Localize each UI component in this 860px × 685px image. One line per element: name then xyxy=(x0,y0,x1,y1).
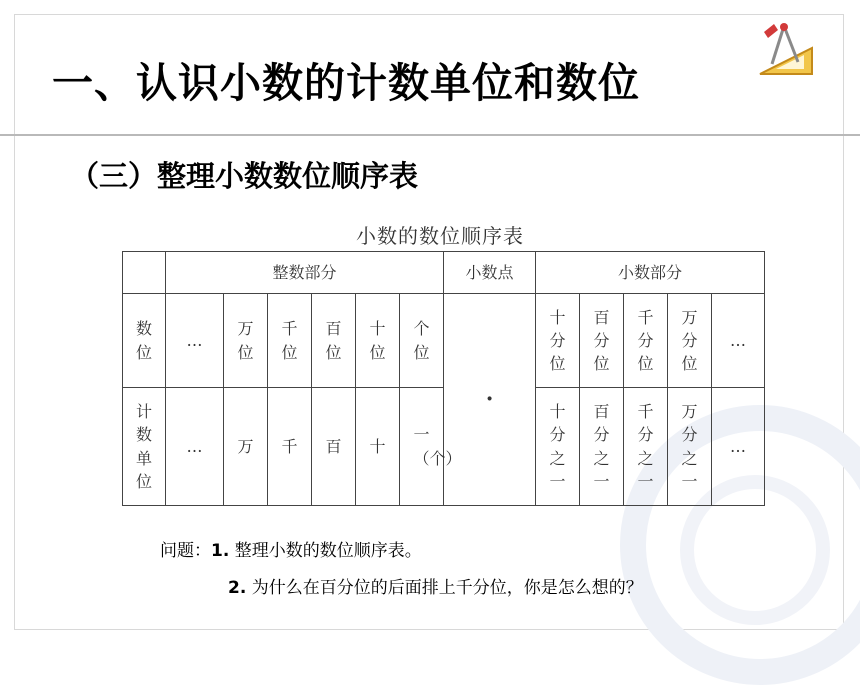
counting-unit-row xyxy=(123,388,765,506)
place-ge: 个位 xyxy=(400,294,444,388)
place-qian: 千位 xyxy=(268,294,312,388)
row-label-counting-unit: 计数单位 xyxy=(123,388,166,506)
decimal-point-header: 小数点 xyxy=(444,252,536,294)
table-header-row xyxy=(123,252,765,294)
question-2-number: 2. xyxy=(228,578,247,598)
unit-ten-thousandth: 万分之一 xyxy=(668,388,712,506)
row-label-digit-place: 数位 xyxy=(123,294,166,388)
unit-tenth: 十分之一 xyxy=(536,388,580,506)
place-bai: 百位 xyxy=(312,294,356,388)
unit-qian: 千 xyxy=(268,388,312,506)
unit-bai: 百 xyxy=(312,388,356,506)
integer-unit-ellipsis: … xyxy=(166,388,224,506)
integer-part-header: 整数部分 xyxy=(166,252,444,294)
unit-thousandth: 千分之一 xyxy=(624,388,668,506)
decimal-part-header: 小数部分 xyxy=(536,252,765,294)
integer-ellipsis: … xyxy=(166,294,224,388)
decimal-point-cell: · xyxy=(444,294,536,506)
question-1-text: 整理小数的数位顺序表。 xyxy=(229,541,422,561)
decimal-unit-ellipsis: … xyxy=(712,388,765,506)
place-tenths: 十分位 xyxy=(536,294,580,388)
question-1 xyxy=(160,536,422,561)
question-2-text: 为什么在百分位的后面排上千分位，你是怎么想的？ xyxy=(246,578,643,598)
decimal-place-value-table xyxy=(122,251,765,506)
compass-ruler-icon xyxy=(754,20,816,78)
question-prefix: 问题： xyxy=(160,541,211,561)
place-wan: 万位 xyxy=(224,294,268,388)
place-ten-thousandths: 万分位 xyxy=(668,294,712,388)
header-divider xyxy=(0,134,860,136)
digit-place-row xyxy=(123,294,765,388)
place-shi: 十位 xyxy=(356,294,400,388)
table-caption: 小数的数位顺序表 xyxy=(356,224,524,248)
unit-yi: 一（个） xyxy=(400,388,444,506)
decimal-ellipsis: … xyxy=(712,294,765,388)
section-subtitle: （三）整理小数数位顺序表 xyxy=(70,159,419,193)
question-1-number: 1. xyxy=(211,541,230,561)
question-2 xyxy=(228,573,643,598)
unit-shi: 十 xyxy=(356,388,400,506)
slide-title: 一、认识小数的计数单位和数位 xyxy=(52,59,640,107)
place-thousandths: 千分位 xyxy=(624,294,668,388)
place-hundredths: 百分位 xyxy=(580,294,624,388)
unit-hundredth: 百分之一 xyxy=(580,388,624,506)
corner-cell xyxy=(123,252,166,294)
unit-wan: 万 xyxy=(224,388,268,506)
